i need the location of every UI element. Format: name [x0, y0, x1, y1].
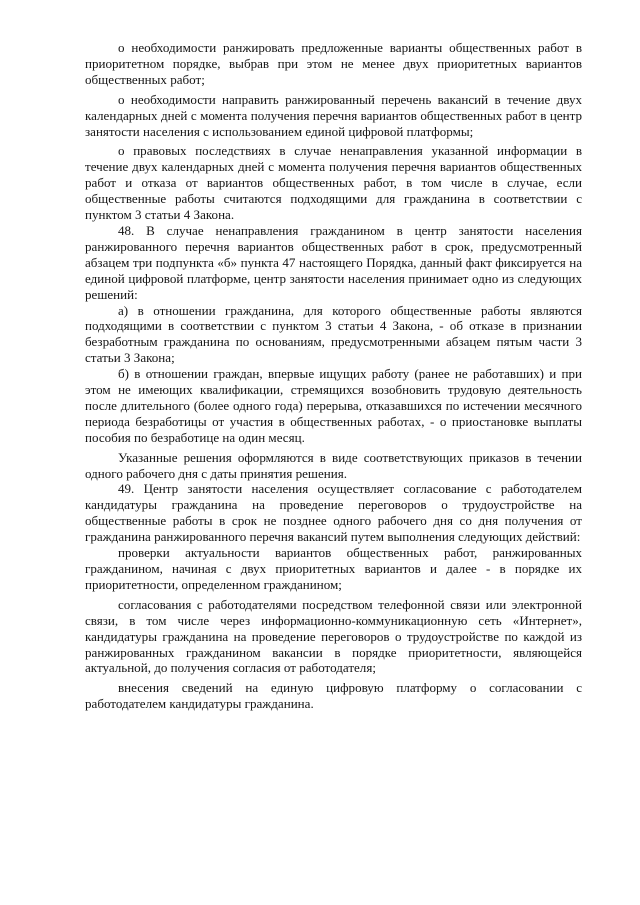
paragraph-clause-49: 49. Центр занятости населения осуществляет согласование с работодателем кандидатуры гражданина на проведение переговоров о трудоустройстве на общественные работы в срок не позднее одного рабочего дня со дня получения от гражданина ранжированного перечня вакансий путем выполнения следующих действий:	[85, 481, 582, 545]
paragraph-coordination: согласования с работодателями посредством телефонной связи или электронной связи, в том числе через информационно-коммуникационную сеть «Интернет», кандидатуры гражданина на проведение переговоров о трудоустройстве по каждой из ранжированных гражданином вакансии в порядке приоритетности, являющейся актуальной, до получения согласия от работодателя;	[85, 596, 582, 676]
paragraph-check-relevance: проверки актуальности вариантов общественных работ, ранжированных гражданином, начиная с двух приоритетных вариантов и далее - в порядке их приоритетности, определенном гражданином;	[85, 545, 582, 592]
paragraph-ranking-notice: о необходимости ранжировать предложенные варианты общественных работ в приоритетном порядке, выбрав при этом не менее двух приоритетных вариантов общественных работ;	[85, 40, 582, 87]
paragraph-platform-entry: внесения сведений на единую цифровую платформу о согласовании с работодателем кандидатуры гражданина.	[85, 680, 582, 712]
paragraph-clause-48-a: а) в отношении гражданина, для которого общественные работы являются подходящими в соответствии с пунктом 3 статьи 4 Закона, - об отказе в признании безработным гражданина по основаниям, предусмотренными абзацем пятым части 3 статьи 3 Закона;	[85, 302, 582, 366]
paragraph-legal-consequences: о правовых последствиях в случае ненаправления указанной информации в течение двух календарных дней с момента получения перечня вариантов общественных работ и отказа от вариантов общественных работ, в том числе в случае, если общественные работы считаются подходящими для гражданина в соответствии с пунктом 3 статьи 4 Закона.	[85, 143, 582, 223]
paragraph-send-list-notice: о необходимости направить ранжированный перечень вакансий в течение двух календарных дней с момента получения перечня вариантов общественных работ в центр занятости населения с использованием единой цифровой платформы;	[85, 91, 582, 139]
paragraph-clause-48: 48. В случае ненаправления гражданином в центр занятости населения ранжированного перечня вариантов общественных работ в срок, предусмотренный абзацем три подпункта «б» пункта 47 настоящего Порядка, данный факт фиксируется на единой цифровой платформе, центр занятости населения принимает одно из следующих решений:	[85, 222, 582, 302]
paragraph-decisions: Указанные решения оформляются в виде соответствующих приказов в течении одного рабочего дня с даты принятия решения.	[85, 449, 582, 481]
paragraph-clause-48-b: б) в отношении граждан, впервые ищущих работу (ранее не работавших) и при этом не имеющих квалификации, стремящихся возобновить трудовую деятельность после длительного (более одного года) перерыва, отказавшихся по истечении месячного периода безработицы от участия в общественных работах, - о приостановке выплаты пособия по безработице на один месяц.	[85, 366, 582, 445]
